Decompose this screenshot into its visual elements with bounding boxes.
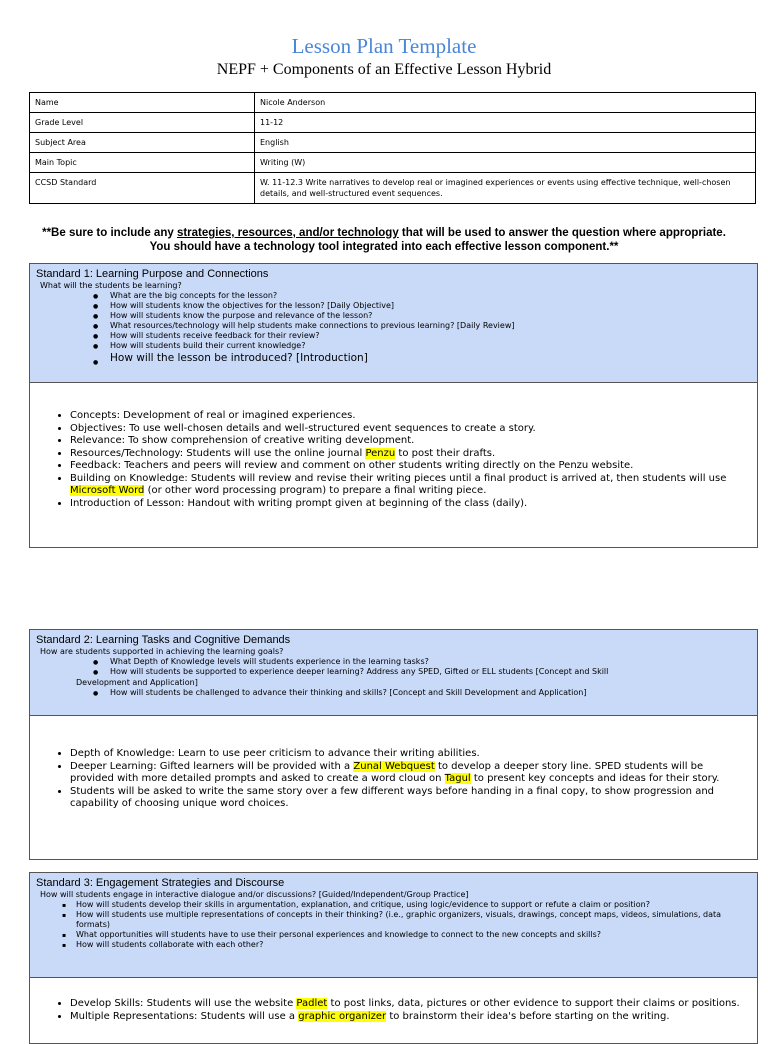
list-item: • Feedback: Teachers and peers will review and comment on other students writing directly on the Penzu website. <box>70 460 749 473</box>
standard-1-section <box>29 263 758 548</box>
standard-3-section <box>29 872 758 1044</box>
document-title: Lesson Plan Template <box>291 34 477 58</box>
info-key: Main Topic <box>30 153 255 173</box>
table-row <box>30 113 756 133</box>
standard-3-header <box>30 873 757 978</box>
section-title: Standard 2: Learning Tasks and Cognitive Demands <box>36 634 291 646</box>
highlighted-tool: Microsoft Word <box>70 485 145 496</box>
list-item: • Depth of Knowledge: Learn to use peer criticism to advance their writing abilities. <box>70 748 749 761</box>
highlighted-tool: Padlet <box>296 998 328 1009</box>
info-value: Nicole Anderson <box>255 93 756 113</box>
answer-list <box>38 998 749 1023</box>
info-key: Subject Area <box>30 133 255 153</box>
table-row <box>30 133 756 153</box>
list-item: ● How will the lesson be introduced? [Introduction] <box>110 351 751 366</box>
list-item: • Objectives: To use well-chosen details and well-structured event sequences to create a story. <box>70 423 749 436</box>
list-item: ● What Depth of Knowledge levels will students experience in the learning tasks? <box>110 657 751 667</box>
notice-post: that will be used to answer the question where appropriate. You should have a technology tool integrated into each effective lesson component.** <box>149 227 726 253</box>
table-row <box>30 173 756 204</box>
answer-text: to brainstorm their idea's before starting on the writing. <box>386 1010 670 1022</box>
answer-text: Building on Knowledge: Students will review and revise their writing pieces until a final product is arrived at, then students will use <box>70 472 727 484</box>
info-key: Name <box>30 93 255 113</box>
answer-text: to develop a deeper story line. SPED students will be provided with more detailed prompts and asked to create a word cloud on <box>70 760 704 784</box>
table-row <box>30 153 756 173</box>
list-item <box>70 1011 749 1024</box>
answer-text: Multiple Representations: Students will use a <box>70 1010 299 1022</box>
notice-pre: **Be sure to include any <box>42 227 177 239</box>
document-subtitle: NEPF + Components of an Effective Lesson Hybrid <box>216 61 552 78</box>
answer-text: (or other word processing program) to prepare a final writing piece. <box>144 485 487 496</box>
standard-1-answers <box>30 383 757 516</box>
list-item <box>70 761 749 786</box>
highlighted-tool: Zunal Webquest <box>353 760 435 772</box>
list-item <box>70 998 749 1011</box>
list-item: • Introduction of Lesson: Handout with writing prompt given at beginning of the class (daily). <box>70 498 749 511</box>
standard-1-header <box>30 264 757 383</box>
notice-text <box>40 226 728 254</box>
standard-2-section <box>29 629 758 860</box>
list-item: ● How will students be supported to experience deeper learning? Address any SPED, Gifted or ELL students [Concept and Skill <box>110 667 751 677</box>
answer-text: Resources/Technology: Students will use the online journal <box>70 447 366 459</box>
info-value: English <box>255 133 756 153</box>
list-item <box>70 473 749 498</box>
list-item: ● What resources/technology will help students make connections to previous learning? [Daily Review] <box>110 321 751 331</box>
list-item-continuation: Development and Application] <box>76 678 198 687</box>
list-item: • Students will be asked to write the same story over a few different ways before handing in a final copy, to show progression and capability of choosing unique word choices. <box>70 786 749 811</box>
answer-text: to post their drafts. <box>395 447 496 459</box>
info-key: Grade Level <box>30 113 255 133</box>
answer-list <box>38 410 749 510</box>
section-title: Standard 3: Engagement Strategies and Discourse <box>36 877 285 889</box>
section-title: Standard 1: Learning Purpose and Connections <box>36 268 269 280</box>
prompt-list <box>36 291 751 366</box>
notice-underlined: strategies, resources, and/or technology <box>176 227 399 239</box>
list-item: ▪ How will students use multiple representations of concepts in their thinking? (i.e., graphic organizers, visuals, drawings, concept maps, videos, simulations, data formats) <box>76 910 751 930</box>
info-value: W. 11-12.3 Write narratives to develop real or imagined experiences or events using effective technique, well-chosen details, and well-structured event sequences. <box>255 173 756 204</box>
info-value: Writing (W) <box>255 153 756 173</box>
standard-3-answers <box>30 978 757 1029</box>
list-item: • Concepts: Development of real or imagined experiences. <box>70 410 749 423</box>
prompt-list <box>36 900 751 950</box>
highlighted-tool: Penzu <box>365 447 396 459</box>
answer-text: to present key concepts and ideas for their story. <box>470 773 720 784</box>
section-question: How will students engage in interactive dialogue and/or discussions? [Guided/Independent/Group Practice] <box>40 890 469 899</box>
highlighted-tool: Tagul <box>444 773 471 784</box>
answer-text: Develop Skills: Students will use the website <box>70 998 297 1009</box>
prompt-list <box>36 657 751 677</box>
table-row <box>30 93 756 113</box>
info-table <box>29 92 756 204</box>
answer-list <box>38 748 749 811</box>
list-item: ● How will students know the objectives for the lesson? [Daily Objective] <box>110 301 751 311</box>
list-item: ● How will students receive feedback for their review? <box>110 331 751 341</box>
answer-text: Deeper Learning: Gifted learners will be provided with a <box>70 760 354 772</box>
list-item: ▪ How will students collaborate with each other? <box>76 940 751 950</box>
section-question: How are students supported in achieving the learning goals? <box>40 647 284 656</box>
standard-2-header <box>30 630 757 716</box>
list-item: ● What are the big concepts for the lesson? <box>110 291 751 301</box>
prompt-list <box>36 688 751 698</box>
list-item: ● How will students build their current knowledge? <box>110 341 751 351</box>
highlighted-tool: graphic organizer <box>298 1010 387 1022</box>
info-value: 11-12 <box>255 113 756 133</box>
list-item <box>70 448 749 461</box>
standard-2-answers <box>30 716 757 817</box>
answer-text: to post links, data, pictures or other evidence to support their claims or positions. <box>327 998 740 1009</box>
list-item: ▪ How will students develop their skills in argumentation, explanation, and critique, using logic/evidence to support or refute a claim or position? <box>76 900 751 910</box>
list-item: ● How will students be challenged to advance their thinking and skills? [Concept and Skill Development and Application] <box>110 688 751 698</box>
section-question: What will the students be learning? <box>40 281 182 290</box>
list-item: ▪ What opportunities will students have to use their personal experiences and knowledge to connect to the new concepts and skills? <box>76 930 751 940</box>
list-item: • Relevance: To show comprehension of creative writing development. <box>70 435 749 448</box>
list-item: ● How will students know the purpose and relevance of the lesson? <box>110 311 751 321</box>
info-key: CCSD Standard <box>30 173 255 204</box>
